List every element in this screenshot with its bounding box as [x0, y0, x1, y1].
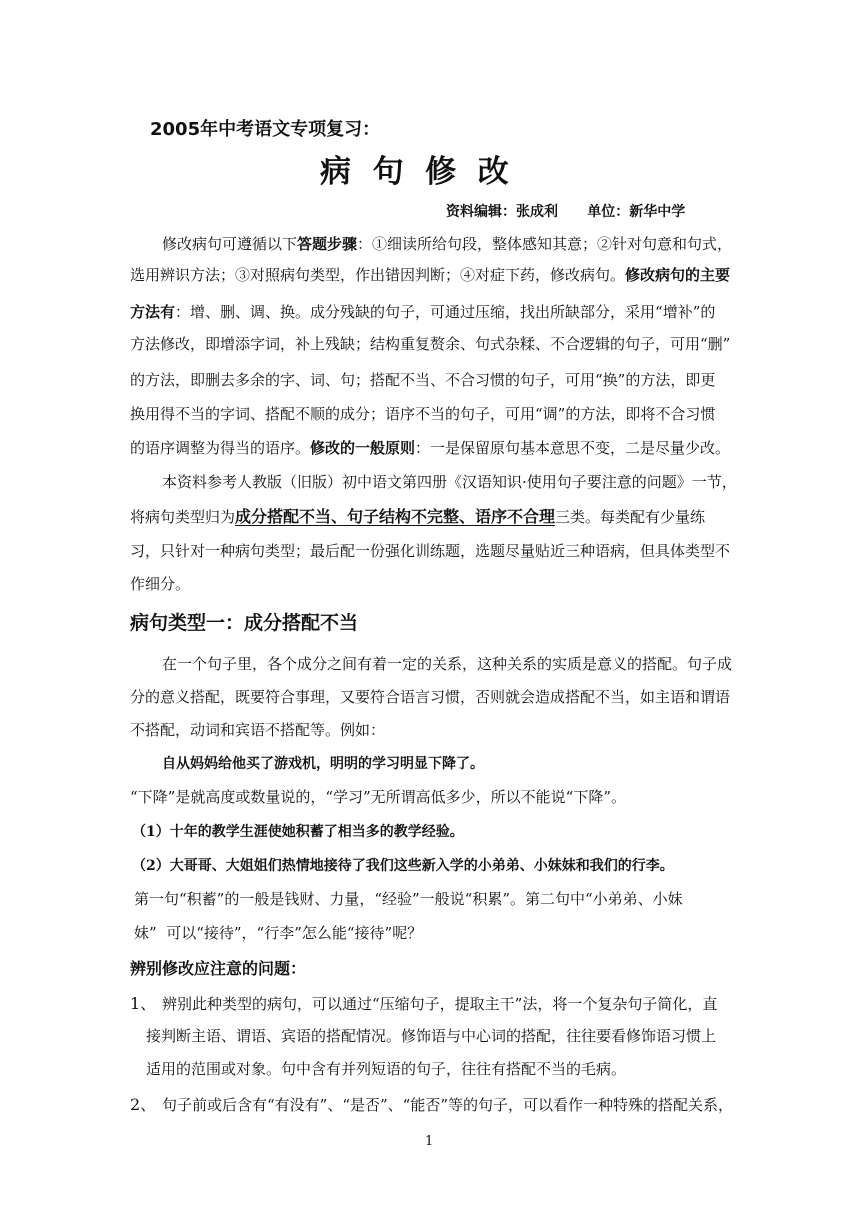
note-1-number: 1、 [130, 994, 157, 1013]
intro-line-2: 选用辨识方法；③对照病句类型，作出错因判断；④对症下药，修改病句。修改病句的主要 [130, 266, 731, 284]
ref-line-2: 将病句类型归为成分搭配不当、句子结构不完整、语序不合理三类。每类配有少量练 [130, 507, 706, 526]
doc-editor-line: 资料编辑：张成利 单位：新华中学 [446, 204, 686, 220]
example-sentence: 自从妈妈给他买了游戏机，明明的学习明显下降了。 [162, 756, 484, 772]
intro-line-3: 方法有：增、删、调、换。成分残缺的句子，可通过压缩，找出所缺部分，采用“增补”的 [130, 303, 716, 321]
note-1-line-1: 辨别此种类型的病句，可以通过“压缩句子，提取主干”法，将一个复杂句子简化，直 [162, 995, 718, 1013]
methods-label: 方法有 [130, 303, 176, 321]
page-number: 1 [425, 1134, 434, 1149]
intro-line-5: 的方法，即删去多余的字、词、句；搭配不当、不合习惯的句子，可用“换”的方法，即更 [130, 371, 716, 389]
note-1-line-2: 接判断主语、谓语、宾语的搭配情况。修饰语与中心词的搭配，往往要看修饰语习惯上 [146, 1027, 717, 1045]
note-2-number: 2、 [130, 1095, 157, 1114]
note-1-line-3: 适用的范围或对象。句中含有并列短语的句子，往往有搭配不当的毛病。 [146, 1060, 627, 1078]
notes-heading: 辨别修改应注意的问题： [130, 959, 307, 978]
doc-subtitle: 2005年中考语文专项复习： [150, 119, 381, 140]
section1-line-2: 分的意义搭配，既要符合事理，又要符合语言习惯，否则就会造成搭配不当，如主语和谓语 [130, 688, 731, 706]
analysis-line-1: 第一句“积蓄”的一般是钱财、力量，“经验”一般说“积累”。第二句中“小弟弟、小妹 [134, 890, 683, 908]
intro-line-7: 的语序调整为得当的语序。修改的一般原则：一是保留原句基本意思不变，二是尽量少改。 [130, 439, 731, 457]
section1-heading: 病句类型一：成分搭配不当 [130, 612, 359, 634]
answer-steps-label: 答题步骤 [297, 235, 358, 253]
section1-line-1: 在一个句子里，各个成分之间有着一定的关系，这种关系的实质是意义的搭配。句子成 [162, 655, 733, 673]
exercise-2: （2）大哥哥、大姐姐们热情地接待了我们这些新入学的小弟弟、小妹妹和我们的行李。 [132, 858, 674, 874]
intro-line-4: 方法修改，即增添字词，补上残缺；结构重复赘余、句式杂糅、不合逻辑的句子，可用“删” [130, 335, 731, 353]
ref-line-4: 作细分。 [130, 575, 191, 593]
note-2-line-1: 句子前或后含有“有没有”、“是否”、“能否”等的句子，可以看作一种特殊的搭配关系， [162, 1096, 734, 1114]
ref-line-1: 本资料参考人教版（旧版）初中语文第四册《汉语知识·使用句子要注意的问题》一节， [162, 473, 737, 491]
section1-line-3: 不搭配，动词和宾语不搭配等。例如： [130, 721, 386, 739]
intro-line-6: 换用得不当的字词、搭配不顺的成分；语序不当的句子，可用“调”的方法，即将不合习惯 [130, 405, 716, 423]
example-explanation: “下降”是就高度或数量说的，“学习”无所谓高低多少，所以不能说“下降”。 [130, 788, 627, 806]
ref-line-3: 习，只针对一种病句类型；最后配一份强化训练题，选题尽量贴近三种语病，但具体类型不 [130, 542, 731, 560]
principle-label: 修改的一般原则 [310, 439, 416, 457]
three-types-underlined: 成分搭配不当、句子结构不完整、语序不合理 [235, 507, 556, 526]
exercise-1: （1）十年的教学生涯使她积蓄了相当多的教学经验。 [132, 824, 464, 840]
intro-line-1: 修改病句可遵循以下答题步骤：①细读所给句段，整体感知其意；②针对句意和句式， [162, 235, 733, 253]
analysis-line-2: 妹” 可以“接待”，“行李”怎么能“接待”呢？ [134, 924, 423, 942]
doc-title: 病 句 修 改 [320, 154, 509, 190]
